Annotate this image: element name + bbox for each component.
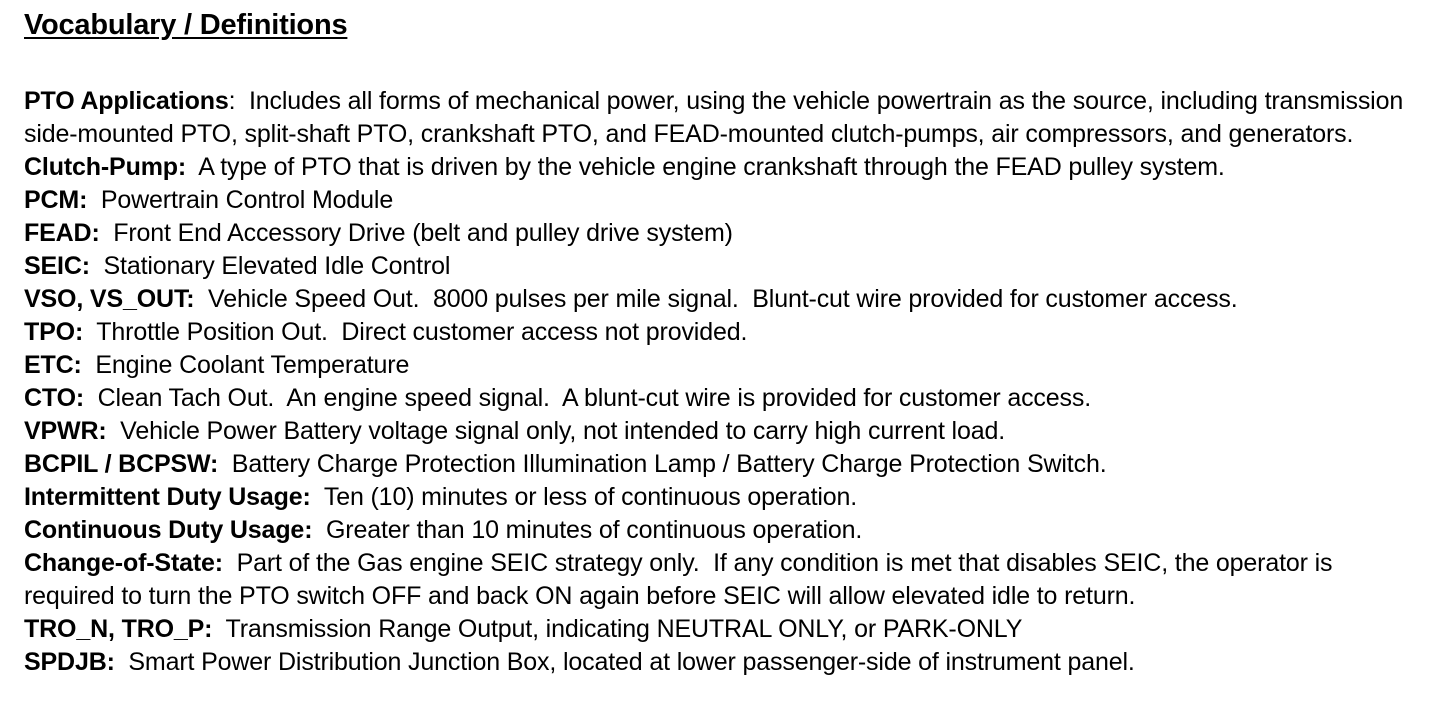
- definition-cto: [24, 382, 1424, 415]
- definition-pto-applications: [24, 85, 1424, 151]
- definition-etc: [24, 349, 1424, 382]
- definition-term: Clutch-Pump:: [24, 153, 187, 181]
- definition-tpo: [24, 316, 1424, 349]
- definition-seic: [24, 250, 1424, 283]
- definition-text: A type of PTO that is driven by the vehicle engine crankshaft through the FEAD pulley system.: [186, 153, 1225, 181]
- definition-text: Includes all forms of mechanical power, using the vehicle powertrain as the source, including transmission side-mounted PTO, split-shaft PTO, crankshaft PTO, and FEAD-mounted clutch-pumps, air compressors, and generators.: [24, 87, 1410, 148]
- definition-text: Greater than 10 minutes of continuous operation.: [312, 516, 863, 544]
- definition-clutch-pump: [24, 151, 1424, 184]
- definition-term: TPO:: [24, 318, 84, 346]
- definition-text: Stationary Elevated Idle Control: [89, 252, 451, 280]
- definition-text: Clean Tach Out. An engine speed signal. A blunt-cut wire is provided for customer access.: [84, 384, 1092, 412]
- definition-term: ETC:: [24, 351, 82, 379]
- definition-text: Transmission Range Output, indicating NEUTRAL ONLY, or PARK-ONLY: [212, 615, 1023, 643]
- definition-term: VPWR:: [24, 417, 107, 445]
- definition-list: [24, 85, 1424, 679]
- definition-pcm: [24, 184, 1424, 217]
- definition-term: TRO_N, TRO_P:: [24, 615, 213, 643]
- definition-text: Ten (10) minutes or less of continuous operation.: [310, 483, 858, 511]
- definition-text: Vehicle Power Battery voltage signal only, not intended to carry high current load.: [106, 417, 1005, 445]
- definition-text: Part of the Gas engine SEIC strategy only. If any condition is met that disables SEIC, the operator is required to turn the PTO switch OFF and back ON again before SEIC will allow elevated idle to return.: [24, 549, 1340, 610]
- definition-text: Smart Power Distribution Junction Box, located at lower passenger-side of instrument panel.: [114, 648, 1135, 676]
- definition-spdjb: [24, 646, 1424, 679]
- definition-term: FEAD:: [24, 219, 100, 247]
- definition-tro: [24, 613, 1424, 646]
- definition-term: SEIC:: [24, 252, 90, 280]
- definition-change-of-state: [24, 547, 1424, 613]
- definition-text: Front End Accessory Drive (belt and pulley drive system): [99, 219, 733, 247]
- document-page: [24, 8, 1424, 679]
- definition-term: BCPIL / BCPSW:: [24, 450, 219, 478]
- definition-text: Throttle Position Out. Direct customer access not provided.: [83, 318, 748, 346]
- definition-continuous-duty-usage: [24, 514, 1424, 547]
- definition-text: Battery Charge Protection Illumination Lamp / Battery Charge Protection Switch.: [218, 450, 1107, 478]
- definition-term: CTO:: [24, 384, 85, 412]
- definition-term: Intermittent Duty Usage:: [24, 483, 311, 511]
- page-title: Vocabulary / Definitions: [24, 9, 348, 41]
- definition-term: Continuous Duty Usage:: [24, 516, 313, 544]
- definition-term: VSO, VS_OUT:: [24, 285, 195, 313]
- definition-vso: [24, 283, 1424, 316]
- definition-text: Powertrain Control Module: [87, 186, 394, 214]
- definition-vpwr: [24, 415, 1424, 448]
- definition-term: Change-of-State:: [24, 549, 223, 577]
- definition-term: PTO Applications: [24, 87, 229, 115]
- definition-intermittent-duty-usage: [24, 481, 1424, 514]
- definition-text: Engine Coolant Temperature: [81, 351, 410, 379]
- definition-bcpil-bcpsw: [24, 448, 1424, 481]
- definition-fead: [24, 217, 1424, 250]
- definition-term: SPDJB:: [24, 648, 115, 676]
- definition-term: PCM:: [24, 186, 88, 214]
- definition-separator: :: [228, 87, 236, 115]
- definition-text: Vehicle Speed Out. 8000 pulses per mile signal. Blunt-cut wire provided for customer access.: [194, 285, 1238, 313]
